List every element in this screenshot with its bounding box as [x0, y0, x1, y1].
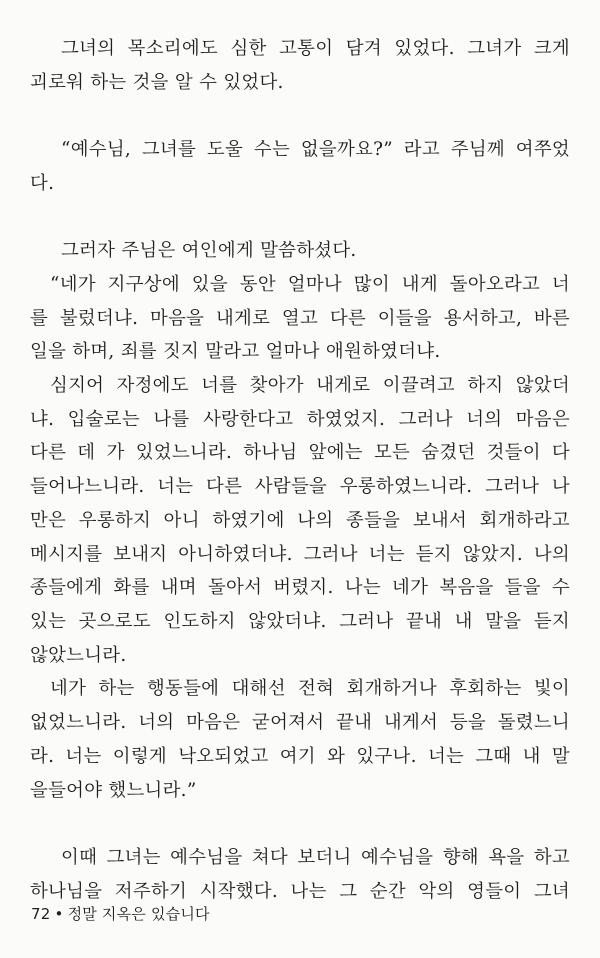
text-line: “예수님, 그녀를 도울 수는 없을까요?” 라고 주님께 여쭈었	[61, 139, 570, 160]
page-footer	[31, 903, 210, 924]
book-title: 정말 지옥은 있습니다	[67, 905, 210, 923]
text-line: 냐. 입술로는 나를 사랑한다고 하였었지. 그러나 너의 마음은	[30, 409, 570, 430]
text-line: 괴로워 하는 것을 알 수 있었다.	[30, 72, 284, 93]
text-line: 네가 하는 행동들에 대해선 전혀 회개하거나 후회하는 빛이	[50, 678, 570, 699]
text-line: 있는 곳으로도 인도하지 않았더냐. 그러나 끝내 내 말을 듣지	[30, 611, 570, 632]
text-line: “네가 지구상에 있을 동안 얼마나 많이 내게 돌아오라고 너	[50, 274, 570, 295]
text-line: 를 불렀더냐. 마음을 내게로 열고 다른 이들을 용서하고, 바른	[30, 308, 570, 329]
text-line: 을들어야 했느니라.”	[30, 780, 197, 801]
text-line: 없었느니라. 너의 마음은 굳어져서 끝내 내게서 등을 돌렸느니	[30, 712, 570, 733]
text-line: 라. 너는 이렇게 낙오되었고 여기 와 있구나. 너는 그때 내 말	[30, 746, 570, 767]
text-line: 메시지를 보내지 아니하였더냐. 그러나 너는 듣지 않았지. 나의	[30, 544, 570, 565]
text-line: 다른 데 가 있었느니라. 하나님 앞에는 모든 숨겼던 것들이 다	[30, 442, 570, 463]
text-line: 일을 하며, 죄를 짓지 말라고 얼마나 애원하였더냐.	[30, 341, 441, 362]
text-line: 들어나느니라. 너는 다른 사람들을 우롱하였느니라. 그러나 나	[30, 476, 570, 497]
text-line: 다.	[30, 173, 55, 194]
text-line: 그러자 주님은 여인에게 말씀하셨다.	[61, 240, 357, 261]
text-line: 만은 우롱하지 아니 하였기에 나의 종들을 보내서 회개하라고	[30, 510, 570, 531]
text-line: 그녀의 목소리에도 심한 고통이 담겨 있었다. 그녀가 크게	[61, 38, 570, 59]
text-line: 하나님을 저주하기 시작했다. 나는 그 순간 악의 영들이 그녀	[30, 881, 570, 902]
bullet-separator: •	[54, 905, 64, 923]
text-line: 않았느니라.	[30, 645, 127, 666]
text-line: 종들에게 화를 내며 돌아서 버렸지. 나는 네가 복음을 들을 수	[30, 577, 570, 598]
text-line: 이때 그녀는 예수님을 쳐다 보더니 예수님을 향해 욕을 하고	[61, 847, 570, 868]
page-number: 72	[31, 905, 51, 923]
text-line: 심지어 자정에도 너를 찾아가 내게로 이끌려고 하지 않았더	[50, 375, 570, 396]
